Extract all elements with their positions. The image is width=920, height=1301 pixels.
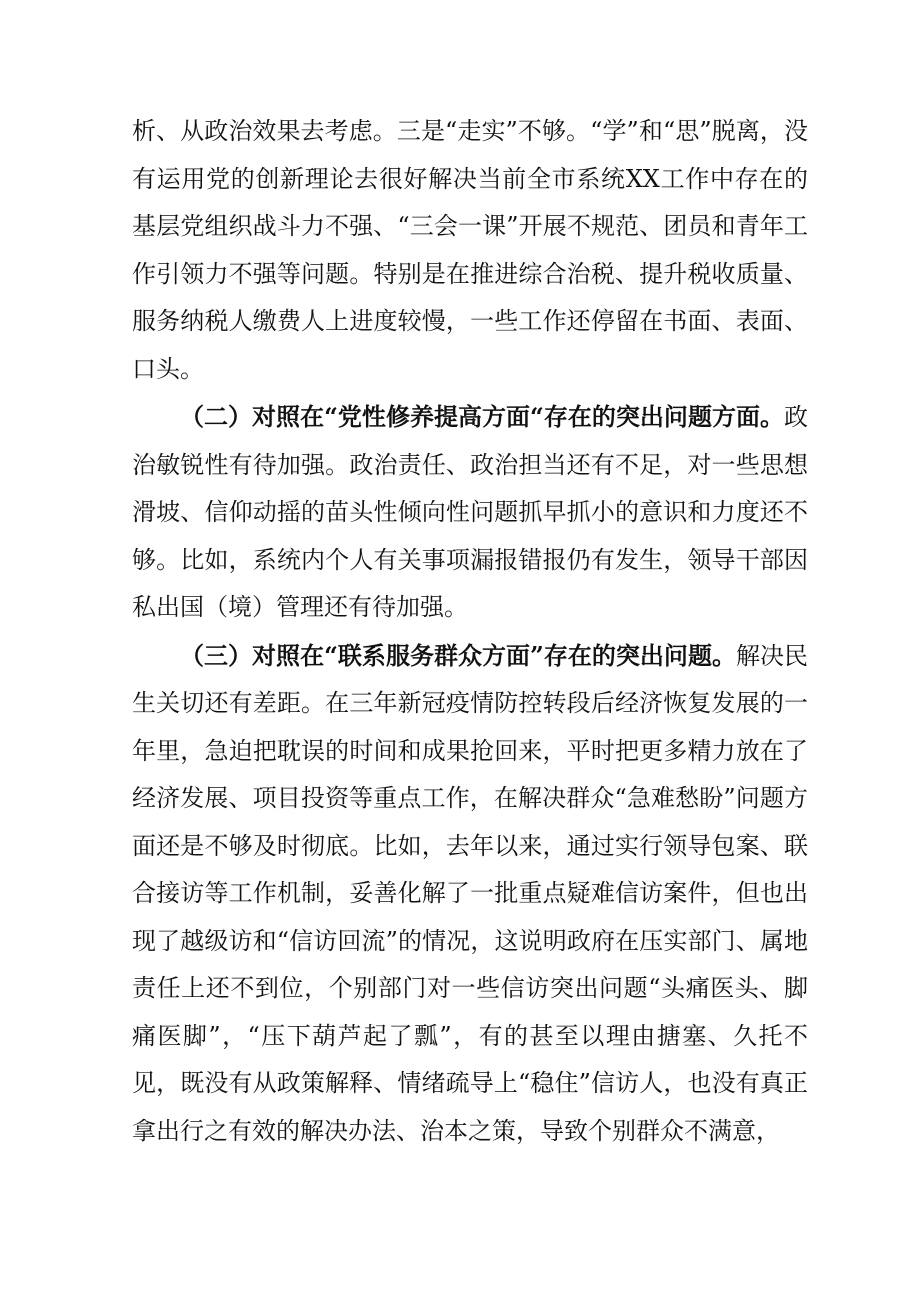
- section-2-body: 政治敏锐性有待加强。政治责任、政治担当还有不足，对一些思想滑坡、信仰动摇的苗头性倾向性问题抓早抓小的意识和力度还不够。比如，系统内个人有关事项漏报错报仍有发生，领导干部因私出国（境）管理还有待加强。: [132, 403, 808, 621]
- paragraph-section-3: [132, 632, 808, 1156]
- document-page: [132, 108, 808, 1155]
- section-3-body: 解决民生关切还有差距。在三年新冠疫情防控转段后经济恢复发展的一年里，急迫把耽误的时间和成果抢回来，平时把更多精力放在了经济发展、项目投资等重点工作，在解决群众“急难愁盼”问题方面还是不够及时彻底。比如，去年以来，通过实行领导包案、联合接访等工作机制，妥善化解了一批重点疑难信访案件，但也出现了越级访和“信访回流”的情况，这说明政府在压实部门、属地责任上还不到位，个别部门对一些信访突出问题“头痛医头、脚痛医脚”，“压下葫芦起了瓢”，有的甚至以理由搪塞、久托不见，既没有从政策解释、情绪疏导上“稳住”信访人，也没有真正拿出行之有效的解决办法、治本之策，导致个别群众不满意，: [132, 641, 808, 1145]
- paragraph-section-2: [132, 393, 808, 632]
- section-3-heading: （三）对照在“联系服务群众方面”存在的突出问题。: [180, 640, 736, 670]
- paragraph-1: 析、从政治效果去考虑。三是“走实”不够。“学”和“思”脱离，没有运用党的创新理论去很好解决当前全市系统XX工作中存在的基层党组织战斗力不强、“三会一课”开展不规范、团员和青年工作引领力不强等问题。特别是在推进综合治税、提升税收质量、服务纳税人缴费人上进度较慢，一些工作还停留在书面、表面、口头。: [132, 117, 808, 383]
- section-2-heading: （二）对照在“党性修养提高方面“存在的突出问题方面。: [180, 402, 784, 431]
